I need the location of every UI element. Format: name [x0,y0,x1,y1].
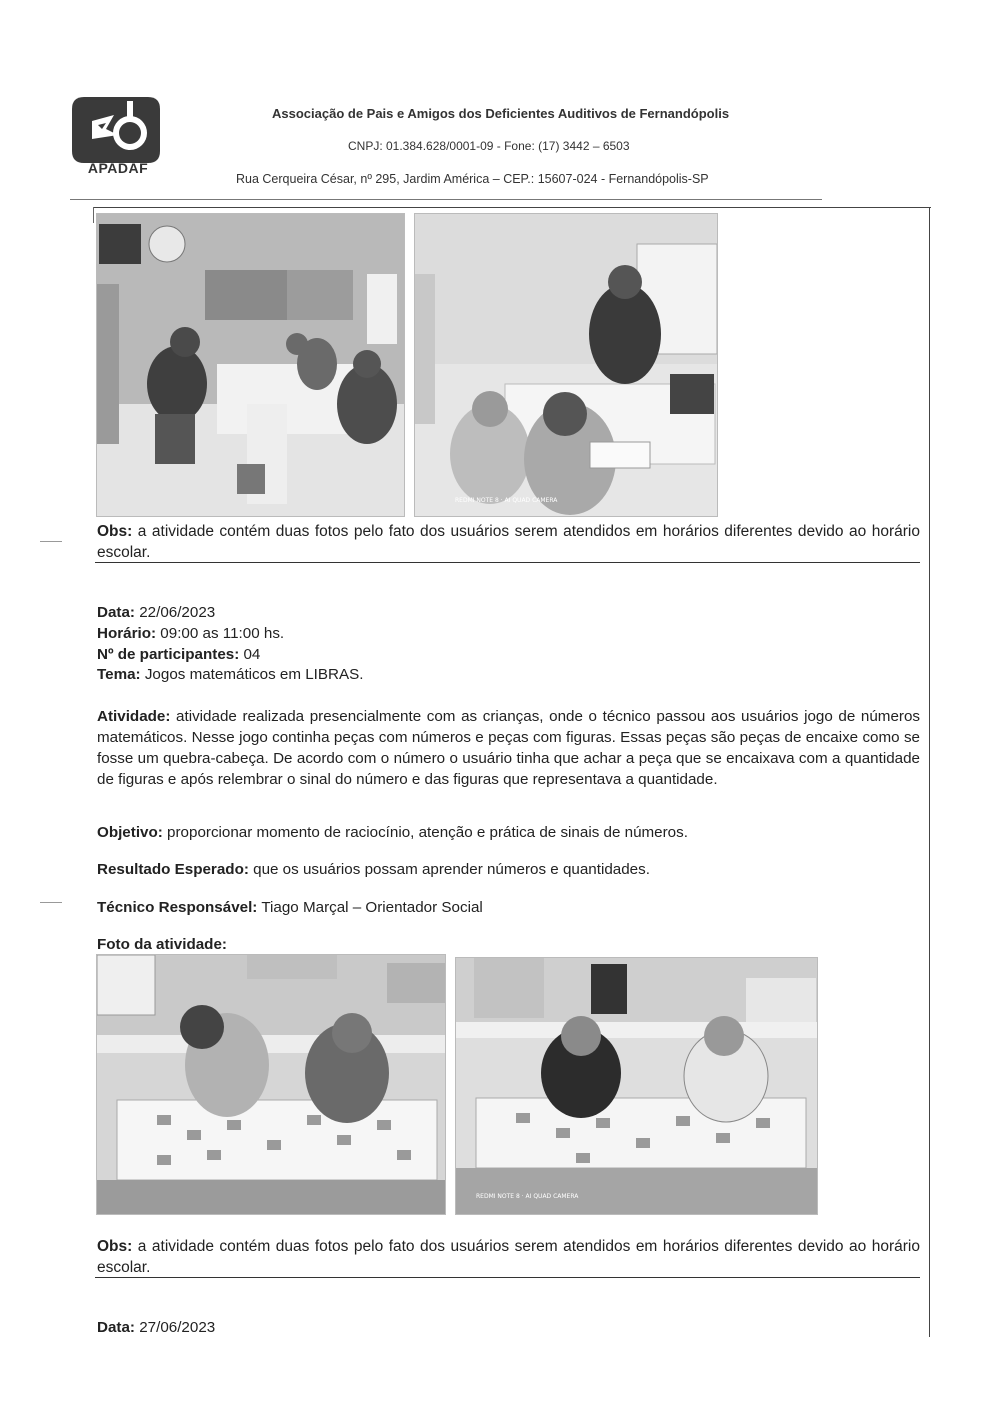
photo-children-game-1 [96,954,446,1215]
page-frame-right [929,207,930,1337]
date-label: Data: [97,604,135,621]
org-name: Associação de Pais e Amigos dos Deficientes Auditivos de Fernandópolis [272,106,730,121]
header-divider [70,199,822,200]
logo-text: APADAF [87,160,149,176]
participants-value: 04 [239,646,261,663]
obs-label: Obs: [97,523,133,540]
section-rule [95,1277,920,1278]
result-line [97,860,650,880]
date-value: 22/06/2023 [134,604,216,621]
activity-label: Atividade: [97,708,171,725]
technician-label: Técnico Responsável: [97,899,258,916]
objective-line [97,823,688,843]
photo-classroom-technician-table [96,213,405,517]
photo-technician-signing [414,213,718,517]
obs-text: a atividade contém duas fotos pelo fato dos usuários serem atendidos em horários diferentes devido ao horário escolar. [97,1238,920,1276]
theme-line [97,665,363,685]
photo-heading [97,935,227,955]
activity-text: atividade realizada presencialmente com as crianças, onde o técnico passou aos usuários jogo de números matemáticos. Nesse jogo continha peças com números e peças com figuras. Essas peças são peças de encaixe como se fosse um quebra-cabeça. De acordo com o número o usuário tinha que achar a peça que se encaixava com a quantidade de figuras e após relembrar o sinal do número e das figuras que representava a quantidade. [97,708,920,788]
date-line [97,603,215,623]
technician-text: Tiago Marçal – Orientador Social [257,899,483,916]
obs-note-1 [97,521,920,563]
camera-watermark: REDMI NOTE 8 · AI QUAD CAMERA [455,497,558,504]
margin-mark [40,541,62,542]
participants-line [97,645,260,665]
org-address: Rua Cerqueira César, nº 295, Jardim América – CEP.: 15607-024 - Fernandópolis-SP [236,172,709,186]
result-label: Resultado Esperado: [97,861,249,878]
org-cnpj-phone: CNPJ: 01.384.628/0001-09 - Fone: (17) 3442 – 6503 [348,139,630,153]
objective-text: proporcionar momento de raciocínio, atenção e prática de sinais de números. [162,824,688,841]
page-frame-left [93,207,94,223]
next-date-label: Data: [97,1319,135,1336]
photo-children-game-2 [455,957,818,1215]
camera-watermark: REDMI NOTE 8 · AI QUAD CAMERA [476,1193,579,1200]
participants-label: Nº de participantes: [97,646,240,663]
time-line [97,624,284,644]
result-text: que os usuários possam aprender números e quantidades. [248,861,650,878]
page-frame-top [93,207,931,208]
margin-mark [40,902,62,903]
obs-text: a atividade contém duas fotos pelo fato dos usuários serem atendidos em horários diferentes devido ao horário escolar. [97,523,920,561]
next-date-line [97,1318,215,1338]
obs-note-2 [97,1236,920,1278]
activity-paragraph [97,706,920,790]
theme-label: Tema: [97,666,141,683]
time-value: 09:00 as 11:00 hs. [156,625,285,642]
obs-label: Obs: [97,1238,133,1255]
objective-label: Objetivo: [97,824,163,841]
section-rule [95,562,920,563]
time-label: Horário: [97,625,157,642]
theme-value: Jogos matemáticos em LIBRAS. [140,666,364,683]
next-date-value: 27/06/2023 [134,1319,216,1336]
photo-heading-label: Foto da atividade: [97,936,227,953]
apadaf-logo-icon [70,95,162,165]
technician-line [97,898,483,918]
